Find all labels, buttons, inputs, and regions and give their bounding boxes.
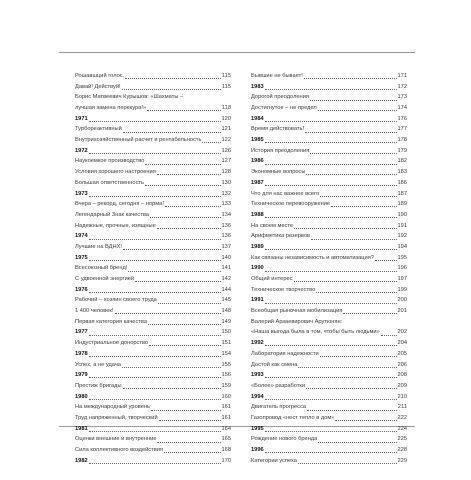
toc-entry-title: Категории успеха <box>251 457 297 464</box>
toc-leader-dots <box>89 153 221 154</box>
toc-entry-title: Труд напряженный, творческий <box>75 414 158 421</box>
toc-entry-title: Условия хорошего настроения <box>75 169 156 176</box>
toc-entry-title: Лаборатория надежности <box>251 350 319 357</box>
toc-entry-title: 1995 <box>251 425 264 432</box>
toc-entry-page: 174 <box>397 105 407 112</box>
toc-year-heading <box>251 114 407 125</box>
toc-year-heading <box>75 328 231 339</box>
toc-entry-page: 136 <box>221 233 231 240</box>
toc-entry-page: 120 <box>221 115 231 122</box>
toc-entry <box>251 434 407 445</box>
toc-leader-dots <box>89 377 221 378</box>
toc-entry-title: 1975 <box>75 254 88 261</box>
toc-entry-title: 1986 <box>251 158 264 165</box>
toc-entry-title: С удвоенной энергией <box>75 276 135 283</box>
toc-year-heading <box>251 392 407 403</box>
toc-entry-page: 187 <box>397 190 407 197</box>
toc-leader-dots <box>320 356 397 357</box>
toc-leader-dots <box>331 206 396 207</box>
toc-leader-dots <box>158 303 221 304</box>
toc-entry-page: 128 <box>221 169 231 176</box>
toc-entry <box>75 167 231 178</box>
toc-entry-page: 192 <box>397 233 407 240</box>
toc-entry <box>251 92 407 103</box>
toc-entry-title: Успех, а не удача <box>75 361 121 368</box>
toc-entry-page: 148 <box>221 308 231 315</box>
toc-entry-title: 1984 <box>251 115 264 122</box>
toc-entry <box>75 295 231 306</box>
toc-entry <box>75 82 231 93</box>
toc-entry <box>75 434 231 445</box>
toc-leader-dots <box>265 121 397 122</box>
toc-year-heading <box>75 285 231 296</box>
toc-leader-dots <box>115 313 221 314</box>
toc-entry-page: 115 <box>221 83 231 90</box>
toc-leader-dots <box>316 292 396 293</box>
toc-entry-page: 122 <box>221 137 231 144</box>
toc-year-heading <box>251 263 407 274</box>
toc-entry <box>251 381 407 392</box>
toc-entry-title: Большая ответственность <box>75 179 144 186</box>
toc-leader-dots <box>122 89 221 90</box>
toc-entry-title: На своем месте <box>251 222 294 229</box>
toc-leader-dots <box>265 249 397 250</box>
toc-entry-page: 210 <box>397 393 407 400</box>
toc-entry-title: Бывшие не бывает! <box>251 72 303 79</box>
toc-entry-title: Время действовать! <box>251 126 305 133</box>
toc-leader-dots <box>343 313 396 314</box>
toc-entry-page: 222 <box>397 414 407 421</box>
toc-year-heading <box>251 370 407 381</box>
toc-leader-dots <box>89 356 221 357</box>
toc-entry-title: Рабочий – хозяин своего труда <box>75 297 157 304</box>
toc-leader-dots <box>311 239 396 240</box>
toc-entry <box>75 124 231 135</box>
toc-leader-dots <box>318 442 396 443</box>
toc-entry-page: 204 <box>397 340 407 347</box>
toc-entry-page: 149 <box>221 318 231 325</box>
toc-entry-title: Техническое перевооружение <box>251 201 331 208</box>
toc-year-heading <box>75 253 231 264</box>
toc-entry-title: Рошавшций голос. <box>75 72 125 79</box>
toc-entry-page: 211 <box>397 404 407 411</box>
toc-leader-dots <box>265 142 397 143</box>
toc-leader-dots <box>265 377 397 378</box>
toc-entry-page: 165 <box>221 436 231 443</box>
toc-leader-dots <box>265 217 397 218</box>
toc-leader-dots <box>265 303 397 304</box>
toc-entry <box>75 221 231 232</box>
toc-year-heading <box>75 146 231 157</box>
toc-leader-dots <box>122 367 221 368</box>
toc-leader-dots <box>150 217 221 218</box>
toc-entry <box>251 124 407 135</box>
toc-entry-page: 176 <box>397 115 407 122</box>
toc-entry-title: 1993 <box>251 372 264 379</box>
toc-entry <box>251 349 407 360</box>
toc-entry-title: 1990 <box>251 265 264 272</box>
toc-entry-page: 161 <box>221 404 231 411</box>
toc-entry-page: 201 <box>397 308 407 315</box>
toc-entry <box>75 360 231 371</box>
toc-leader-dots <box>298 367 396 368</box>
toc-entry-title: Техническое творчество <box>251 286 316 293</box>
toc-entry-page: 140 <box>221 254 231 261</box>
toc-entry-page: 209 <box>397 382 407 389</box>
toc-leader-dots <box>318 110 397 111</box>
toc-leader-dots <box>265 185 397 186</box>
toc-leader-dots <box>147 110 221 111</box>
toc-entry-page: 229 <box>397 457 407 464</box>
toc-year-heading <box>75 114 231 125</box>
toc-entry-title: Рождение нового бренда <box>251 436 318 443</box>
toc-entry-page: 127 <box>221 158 231 165</box>
toc-entry <box>75 71 231 82</box>
toc-entry-page: 154 <box>221 350 231 357</box>
toc-year-heading <box>251 210 407 221</box>
toc-entry-page: 164 <box>221 425 231 432</box>
toc-entry <box>251 317 407 328</box>
toc-leader-dots <box>310 100 397 101</box>
toc-entry <box>251 253 407 264</box>
toc-entry-title: Оценки внешние и внутренние <box>75 436 157 443</box>
toc-year-heading <box>251 424 407 435</box>
toc-leader-dots <box>89 292 221 293</box>
toc-entry-page: 199 <box>397 286 407 293</box>
toc-year-heading <box>75 392 231 403</box>
toc-year-heading <box>251 82 407 93</box>
toc-entry-page: 160 <box>221 393 231 400</box>
toc-entry-title: 1979 <box>75 372 88 379</box>
toc-entry-page: 145 <box>221 297 231 304</box>
toc-entry <box>75 263 231 274</box>
toc-entry-page: 159 <box>221 382 231 389</box>
toc-leader-dots <box>89 463 221 464</box>
toc-entry-title: Сила коллективного воздействия <box>75 447 164 454</box>
toc-entry <box>251 103 407 114</box>
toc-entry <box>251 306 407 317</box>
toc-leader-dots <box>123 132 221 133</box>
toc-entry-page: 126 <box>221 147 231 154</box>
toc-entry-title: 1989 <box>251 243 264 250</box>
toc-entry-title: Борис Матвеевич Курышов: «Шахматы – <box>75 94 184 101</box>
toc-entry-title: Общий интерес <box>251 276 293 283</box>
toc-entry <box>75 413 231 424</box>
toc-entry-title: Арифметика резервов <box>251 233 311 240</box>
toc-leader-dots <box>125 78 221 79</box>
toc-entry <box>75 402 231 413</box>
toc-entry-title: Всеобщая рыночная мобилизация <box>251 308 343 315</box>
toc-leader-dots <box>294 228 396 229</box>
toc-leader-dots <box>128 271 220 272</box>
toc-entry-page: 134 <box>221 211 231 218</box>
toc-entry <box>75 274 231 285</box>
toc-entry-page: 155 <box>221 361 231 368</box>
toc-entry-page: 133 <box>221 201 231 208</box>
toc-entry-title: 1978 <box>75 350 88 357</box>
toc-entry-title: Двигатель прогресса <box>251 404 307 411</box>
toc-leader-dots <box>89 431 221 432</box>
toc-leader-dots <box>306 388 396 389</box>
toc-entry-title: 1988 <box>251 211 264 218</box>
toc-entry-title: Всесоюзный бренд! <box>75 265 128 272</box>
toc-entry <box>75 210 231 221</box>
toc-entry-page: 183 <box>397 169 407 176</box>
toc-leader-dots <box>298 463 397 464</box>
toc-entry-page: 172 <box>397 83 407 90</box>
toc-entry <box>251 285 407 296</box>
toc-entry-page: 189 <box>397 201 407 208</box>
toc-entry <box>75 157 231 168</box>
toc-entry-page: 205 <box>397 350 407 357</box>
toc-entry-page: 144 <box>221 286 231 293</box>
toc-entry-title: История преодоления <box>251 147 310 154</box>
toc-entry <box>251 456 407 467</box>
toc-entry <box>251 167 407 178</box>
toc-entry <box>75 103 231 114</box>
toc-entry-page: 196 <box>397 265 407 272</box>
toc-entry <box>251 71 407 82</box>
toc-entry-page: 208 <box>397 372 407 379</box>
toc-entry-page: 141 <box>221 265 231 272</box>
toc-leader-dots <box>381 335 397 336</box>
toc-leader-dots <box>149 345 220 346</box>
toc-year-heading <box>75 424 231 435</box>
toc-entry-page: 170 <box>221 457 231 464</box>
toc-entry-title: Первая категория качества <box>75 318 148 325</box>
toc-entry-title: Как связаны независимость и автоматизация? <box>251 254 374 261</box>
toc-year-heading <box>251 338 407 349</box>
toc-leader-dots <box>151 410 221 411</box>
toc-entry <box>251 402 407 413</box>
toc-leader-dots <box>89 239 221 240</box>
toc-year-heading <box>75 189 231 200</box>
toc-entry <box>251 328 407 339</box>
toc-entry-page: 191 <box>397 222 407 229</box>
toc-entry-page: 194 <box>397 243 407 250</box>
toc-entry-page: 173 <box>397 94 407 101</box>
toc-entry-page: 206 <box>397 361 407 368</box>
toc-entry-title: 1987 <box>251 179 264 186</box>
toc-entry-title: Индустриальное донорство <box>75 340 149 347</box>
toc-entry-title: Наукоемкое производство <box>75 158 145 165</box>
toc-entry-title: 1992 <box>251 340 264 347</box>
toc-entry <box>75 306 231 317</box>
toc-entry-title: 1991 <box>251 297 264 304</box>
toc-entry-title: 1980 <box>75 393 88 400</box>
toc-entry-title: Лучшие на ВДНХ! <box>75 243 122 250</box>
toc-year-heading <box>251 445 407 456</box>
toc-leader-dots <box>335 420 396 421</box>
toc-entry-page: 225 <box>397 436 407 443</box>
toc-entry-title: «Наша выгода была в том, чтобы быть людьми» <box>251 329 380 336</box>
toc-entry <box>75 317 231 328</box>
toc-leader-dots <box>157 442 220 443</box>
toc-entry-page: 142 <box>221 276 231 283</box>
toc-entry-title: На международный уровень <box>75 404 150 411</box>
toc-entry-page: 161 <box>221 414 231 421</box>
toc-entry <box>75 178 231 189</box>
toc-entry <box>75 445 231 456</box>
toc-entry-title: 1 400 человек! <box>75 308 114 315</box>
toc-entry-title: Дорогой преодоления <box>251 94 309 101</box>
toc-leader-dots <box>135 281 220 282</box>
toc-entry <box>75 381 231 392</box>
toc-leader-dots <box>294 281 397 282</box>
toc-entry-page: 156 <box>221 372 231 379</box>
toc-entry-page: 118 <box>221 105 231 112</box>
toc-leader-dots <box>310 153 396 154</box>
toc-entry-page: 151 <box>221 340 231 347</box>
toc-entry-page: 182 <box>397 158 407 165</box>
toc-entry-title: Валерий Арзаевирович Арутюнян: <box>251 318 343 325</box>
toc-entry-page: 179 <box>397 147 407 154</box>
toc-entry-page: 228 <box>397 447 407 454</box>
toc-entry-page: 121 <box>221 126 231 133</box>
toc-entry-title: 1996 <box>251 447 264 454</box>
toc-entry-page: 200 <box>397 297 407 304</box>
toc-leader-dots <box>265 452 397 453</box>
toc-entry-title: 1977 <box>75 329 88 336</box>
toc-entry-title: Экономные вопросы <box>251 169 306 176</box>
toc-entry <box>75 135 231 146</box>
toc-leader-dots <box>89 399 221 400</box>
toc-entry-page: 224 <box>397 425 407 432</box>
toc-entry-title: 1974 <box>75 233 88 240</box>
toc-entry <box>75 338 231 349</box>
toc-entry-title: Газопровод «нест тепло в дом» <box>251 414 335 421</box>
toc-left-column <box>75 71 231 466</box>
toc-year-heading <box>75 349 231 360</box>
toc-entry <box>251 221 407 232</box>
toc-entry-title: Вчера – рекорд, сегодня – норма! <box>75 201 164 208</box>
toc-entry <box>251 146 407 157</box>
toc-right-column <box>251 71 407 466</box>
toc-leader-dots <box>165 206 221 207</box>
toc-entry-page: 186 <box>397 179 407 186</box>
toc-entry-title: 1971 <box>75 115 88 122</box>
toc-entry-page: 195 <box>397 254 407 261</box>
toc-entry-title: Турбореактивный <box>75 126 122 133</box>
toc-entry-title: Внутрихозяйственный расчет и рентабельность <box>75 137 202 144</box>
toc-leader-dots <box>89 260 221 261</box>
toc-entry-title: Давай! Действуй! <box>75 83 121 90</box>
toc-leader-dots <box>89 335 221 336</box>
toc-year-heading <box>251 135 407 146</box>
toc-entry-page: 202 <box>397 329 407 336</box>
toc-entry-title: Достой как смена <box>251 361 298 368</box>
toc-entry <box>251 413 407 424</box>
toc-leader-dots <box>159 420 221 421</box>
toc-leader-dots <box>304 78 397 79</box>
toc-year-heading <box>251 295 407 306</box>
toc-year-heading <box>251 242 407 253</box>
toc-leader-dots <box>157 228 221 229</box>
toc-year-heading <box>251 178 407 189</box>
toc-entry-page: 197 <box>397 276 407 283</box>
toc-entry <box>75 242 231 253</box>
toc-entry-title: 1973 <box>75 190 88 197</box>
toc-entry-title: Что для нас важнее всего <box>251 190 320 197</box>
toc-entry <box>251 231 407 242</box>
toc-entry-page: 178 <box>397 137 407 144</box>
toc-leader-dots <box>265 431 397 432</box>
toc-leader-dots <box>265 399 397 400</box>
toc-entry-title: лучшая замена перекура!» <box>75 105 147 112</box>
toc-entry <box>75 199 231 210</box>
toc-leader-dots <box>157 174 221 175</box>
toc-leader-dots <box>305 132 396 133</box>
toc-entry-page: 168 <box>221 447 231 454</box>
toc-entry-page: 137 <box>221 243 231 250</box>
toc-year-heading <box>75 370 231 381</box>
toc-leader-dots <box>123 388 221 389</box>
toc-leader-dots <box>145 185 221 186</box>
toc-leader-dots <box>265 345 397 346</box>
toc-entry-page: 171 <box>397 72 407 79</box>
toc-leader-dots <box>202 142 220 143</box>
toc-leader-dots <box>375 260 397 261</box>
toc-entry-title: 1983 <box>251 83 264 90</box>
toc-entry-title: 1981 <box>75 425 88 432</box>
toc-entry <box>251 274 407 285</box>
toc-entry <box>251 199 407 210</box>
toc-leader-dots <box>89 196 221 197</box>
toc-entry <box>75 92 231 103</box>
toc-entry-title: 1994 <box>251 393 264 400</box>
toc-entry-page: 150 <box>221 329 231 336</box>
toc-entry-title: Надежные, прочные, изящные <box>75 222 156 229</box>
toc-entry-title: Легендарный Знак качества <box>75 211 149 218</box>
toc-entry-title: 1972 <box>75 147 88 154</box>
toc-leader-dots <box>148 324 220 325</box>
toc-entry-title: «Более» разработки <box>251 382 306 389</box>
toc-entry-title: Престиж бригады <box>75 382 122 389</box>
top-rule <box>59 52 415 53</box>
toc-entry-page: 136 <box>221 222 231 229</box>
toc-leader-dots <box>320 196 396 197</box>
toc-entry-page: 130 <box>221 179 231 186</box>
toc-entry-title: 1985 <box>251 137 264 144</box>
toc-entry <box>251 189 407 200</box>
toc-leader-dots <box>145 164 220 165</box>
toc-leader-dots <box>265 271 397 272</box>
toc-entry-page: 190 <box>397 211 407 218</box>
toc-leader-dots <box>164 452 220 453</box>
toc-entry-title: 1976 <box>75 286 88 293</box>
toc-year-heading <box>75 456 231 467</box>
toc-leader-dots <box>306 174 396 175</box>
toc-leader-dots <box>123 249 221 250</box>
toc-year-heading <box>75 231 231 242</box>
toc-leader-dots <box>265 89 397 90</box>
toc-entry <box>251 360 407 371</box>
toc-year-heading <box>251 157 407 168</box>
toc-entry-title: 1982 <box>75 457 88 464</box>
toc-entry-page: 115 <box>221 72 231 79</box>
toc-leader-dots <box>89 121 221 122</box>
toc-entry-page: 132 <box>221 190 231 197</box>
toc-entry-page: 177 <box>397 126 407 133</box>
toc-leader-dots <box>265 164 397 165</box>
toc-leader-dots <box>307 410 397 411</box>
toc-entry-title: Достигнутое – не предел <box>251 105 317 112</box>
